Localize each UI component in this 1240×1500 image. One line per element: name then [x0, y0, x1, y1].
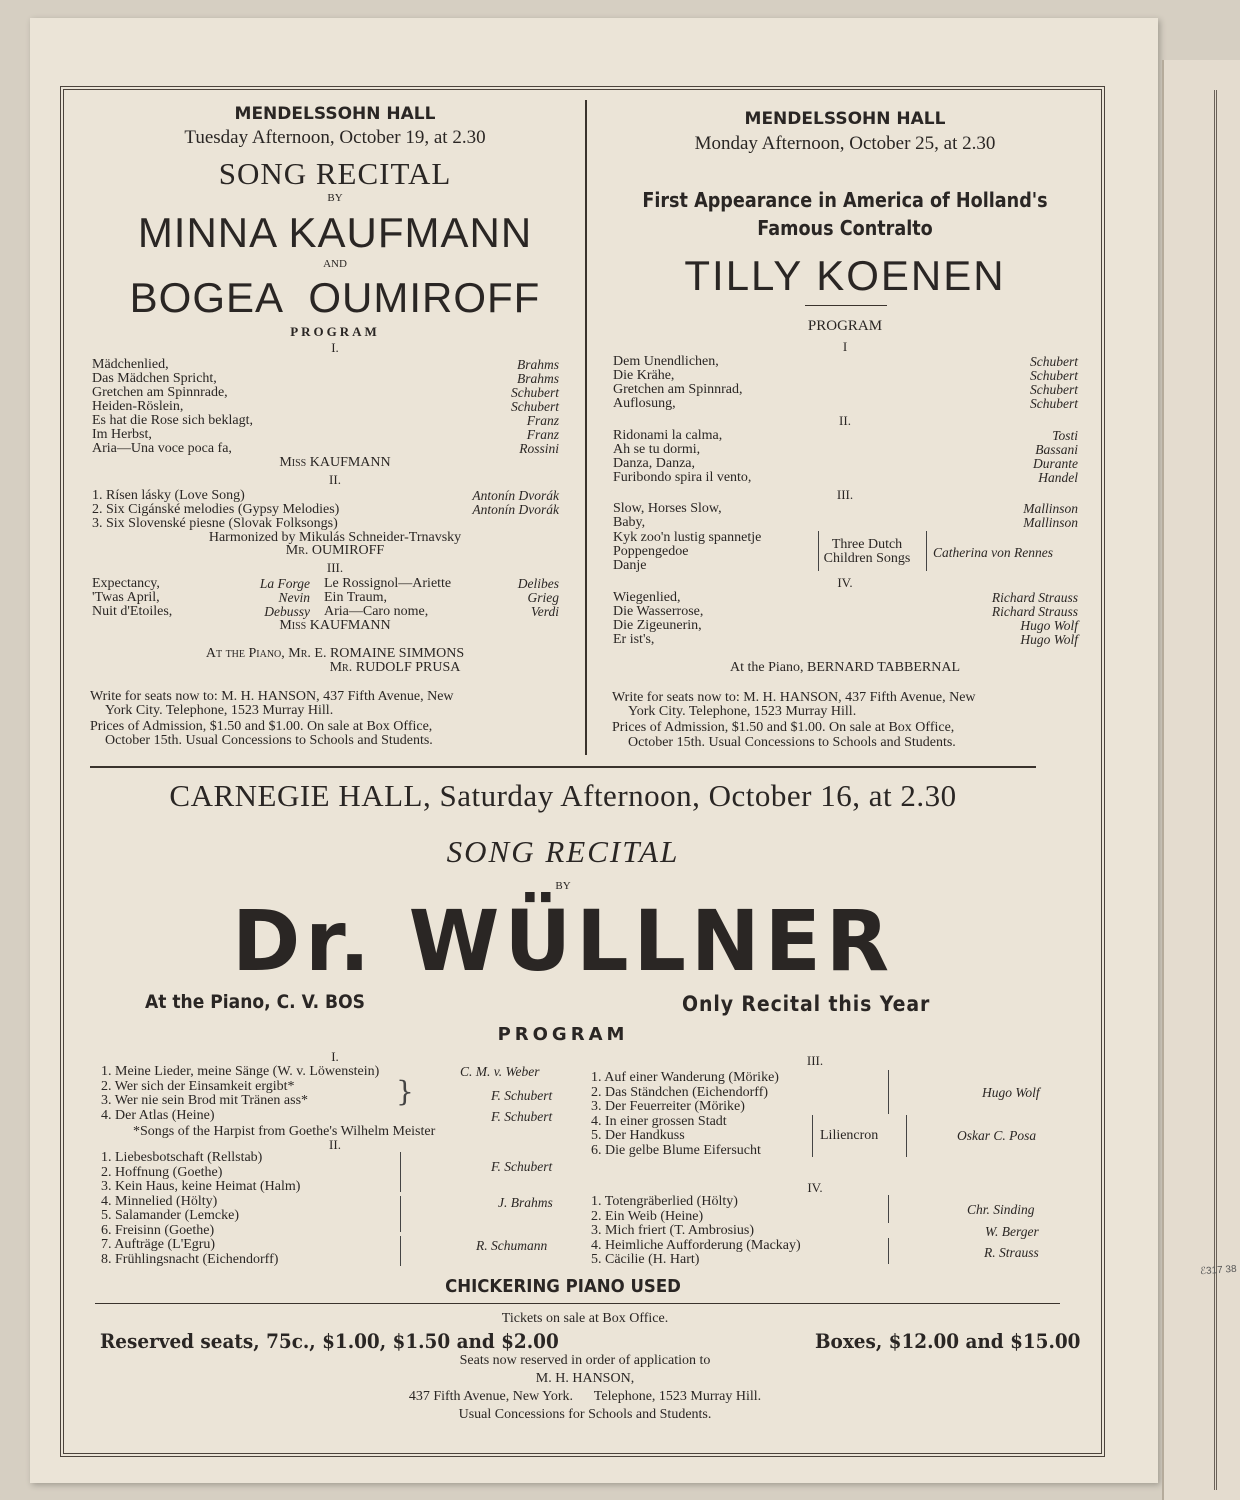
- bottom-item-3: 6. Die gelbe Blume Eifersucht: [591, 1142, 761, 1158]
- bottom-part-2: II.: [329, 1137, 341, 1152]
- left-piano-1: At the Piano, Mr. E. ROMAINE SIMMONS: [205, 646, 465, 661]
- left-item-1-title: Heiden-Röslein,: [92, 399, 184, 414]
- left-harmonized: Harmonized by Mikulás Schneider-Trnavsky: [208, 530, 462, 545]
- bottom-c2-schumann: R. Schumann: [476, 1238, 548, 1253]
- right-part-3: III.: [836, 487, 854, 502]
- bottom-c3-wolf: Hugo Wolf: [982, 1085, 1040, 1100]
- left-item-1-composer: Franz: [526, 413, 559, 428]
- bottom-item-2: 5. Salamander (Lemcke): [101, 1208, 239, 1223]
- right-venue: MENDELSSOHN HALL: [744, 109, 946, 129]
- bottom-address: 437 Fifth Avenue, New York. Telephone, 1523 Murray Hill.: [408, 1389, 762, 1404]
- right-piano: At the Piano, BERNARD TABBERNAL: [729, 660, 960, 675]
- left-item-1-title: Mädchenlied,: [92, 357, 169, 372]
- right-item-4-title: Die Wasserrose,: [613, 604, 704, 619]
- bottom-item-4: 5. Cäcilie (H. Hart): [591, 1252, 700, 1267]
- left-artist2: BOGEA OUMIROFF: [129, 274, 541, 321]
- left-item-3-a: 'Twas April,: [92, 590, 160, 605]
- bottom-program-label: PROGRAM: [497, 1024, 629, 1045]
- bottom-footnote: *Songs of the Harpist from Goethe's Wilhelm Meister: [133, 1124, 436, 1139]
- right-item-2-composer: Tosti: [1052, 428, 1078, 443]
- bottom-c4-berger: W. Berger: [985, 1224, 1039, 1239]
- left-item-3-a-composer: Debussy: [264, 604, 310, 619]
- right-part-4: IV.: [837, 575, 853, 590]
- bottom-by: BY: [555, 880, 571, 892]
- right-item-3-title: Slow, Horses Slow,: [613, 501, 722, 516]
- bottom-part-4: IV.: [807, 1180, 823, 1195]
- left-item-1-composer: Schubert: [511, 385, 559, 400]
- left-venue: MENDELSSOHN HALL: [234, 104, 436, 124]
- bottom-item-4: 3. Mich friert (T. Ambrosius): [591, 1223, 755, 1238]
- bottom-item-2: 6. Freisinn (Goethe): [101, 1222, 215, 1238]
- bottom-item-2: 7. Aufträge (L'Egru): [101, 1237, 216, 1252]
- bottom-c3-liliencron: Liliencron: [820, 1128, 879, 1143]
- bottom-item-1: 2. Wer sich der Einsamkeit ergibt*: [101, 1078, 295, 1094]
- dutch-composer: Catherina von Rennes: [933, 545, 1053, 560]
- bottom-c1-schubert-b: F. Schubert: [491, 1109, 553, 1124]
- bottom-artist: Dr. WÜLLNER: [231, 892, 895, 990]
- left-prices-2: October 15th. Usual Concessions to Schools and Students.: [105, 733, 433, 748]
- section-divider: [90, 766, 1036, 768]
- right-date: Monday Afternoon, October 25, at 2.30: [694, 133, 996, 154]
- right-item-2-title: Ridonami la calma,: [613, 428, 723, 443]
- left-and: AND: [323, 258, 347, 270]
- right-item-3-title: Baby,: [613, 515, 646, 530]
- bottom-chickering: CHICKERING PIANO USED: [445, 1276, 681, 1297]
- right-artist: TILLY KOENEN: [684, 252, 1006, 299]
- right-prices-2: October 15th. Usual Concessions to Schools and Students.: [628, 735, 956, 750]
- right-item-1-title: Auflosung,: [613, 396, 676, 411]
- left-item-1-title: Es hat die Rose sich beklagt,: [92, 413, 253, 428]
- right-item-2-composer: Handel: [1038, 470, 1078, 485]
- left-item-3-b: Ein Traum,: [324, 590, 388, 605]
- bottom-boxes: Boxes, $12.00 and $15.00: [815, 1329, 1081, 1353]
- bottom-c2-schubert: F. Schubert: [491, 1159, 553, 1174]
- bottom-part-1: I.: [331, 1049, 339, 1064]
- left-item-1-title: Gretchen am Spinnrade,: [92, 385, 228, 400]
- bottom-piano: At the Piano, C. V. BOS: [145, 991, 365, 1013]
- bottom-only-recital: Only Recital this Year: [682, 992, 931, 1016]
- left-performer-2: Mr. OUMIROFF: [285, 543, 385, 558]
- right-write-1: Write for seats now to: M. H. HANSON, 437 Fifth Avenue, New: [612, 690, 976, 705]
- left-item-2-title: 2. Six Cigánské melodies (Gypsy Melodies): [92, 502, 340, 517]
- right-item-2-title: Ah se tu dormi,: [613, 442, 701, 457]
- bottom-c4-strauss: R. Strauss: [984, 1245, 1039, 1260]
- left-item-3-b-composer: Delibes: [517, 576, 559, 591]
- left-performer-1: Miss KAUFMANN: [279, 455, 391, 470]
- dutch-song: Danje: [613, 558, 647, 573]
- left-write-2: York City. Telephone, 1523 Murray Hill.: [105, 703, 334, 718]
- right-item-1-composer: Schubert: [1030, 382, 1078, 397]
- left-item-3-a-composer: Nevin: [278, 590, 310, 605]
- left-item-3-a-composer: La Forge: [259, 576, 310, 591]
- left-performer-3: Miss KAUFMANN: [279, 618, 391, 633]
- left-item-1-title: Das Mädchen Spricht,: [92, 371, 217, 386]
- bottom-tickets: Tickets on sale at Box Office.: [501, 1311, 669, 1326]
- bottom-hanson: M. H. HANSON,: [535, 1371, 635, 1386]
- right-item-1-composer: Schubert: [1030, 396, 1078, 411]
- left-item-3-b: Aria—Caro nome,: [324, 604, 429, 619]
- left-item-3-b-composer: Grieg: [527, 590, 559, 605]
- left-item-1-composer: Franz: [526, 427, 559, 442]
- right-item-1-title: Gretchen am Spinnrad,: [613, 382, 743, 397]
- bottom-c1-weber: C. M. v. Weber: [460, 1064, 540, 1079]
- right-headline-2: Famous Contralto: [757, 216, 933, 240]
- right-item-2-title: Furibondo spira il vento,: [613, 470, 752, 485]
- bottom-item-4: 2. Ein Weib (Heine): [591, 1208, 704, 1224]
- left-item-1-composer: Schubert: [511, 399, 559, 414]
- right-item-2-title: Danza, Danza,: [613, 456, 696, 471]
- bottom-item-3: 5. Der Handkuss: [591, 1128, 685, 1143]
- bottom-seats-now: Seats now reserved in order of application to: [459, 1353, 711, 1368]
- left-prices-1: Prices of Admission, $1.50 and $1.00. On sale at Box Office,: [90, 719, 433, 734]
- left-part-2: II.: [329, 472, 341, 487]
- left-item-1-title: Aria—Una voce poca fa,: [92, 441, 232, 456]
- dutch-group-label-1: Three Dutch: [831, 537, 903, 552]
- right-item-4-composer: Hugo Wolf: [1020, 632, 1078, 647]
- bottom-c4-sinding: Chr. Sinding: [967, 1202, 1035, 1217]
- adjacent-page-edge: [1162, 60, 1240, 1500]
- left-part-1: I.: [331, 340, 339, 355]
- dutch-song: Poppengedoe: [613, 544, 689, 559]
- bottom-item-1: 3. Wer nie sein Brod mit Tränen ass*: [101, 1093, 309, 1108]
- left-item-2-composer: Antonín Dvorák: [472, 488, 559, 503]
- bottom-event-title: SONG RECITAL: [446, 834, 680, 869]
- bottom-item-2: 4. Minnelied (Hölty): [101, 1193, 218, 1209]
- left-write-1: Write for seats now to: M. H. HANSON, 437 Fifth Avenue, New: [90, 689, 454, 704]
- bottom-item-3: 1. Auf einer Wanderung (Mörike): [591, 1070, 779, 1085]
- left-item-1-composer: Rossini: [519, 441, 559, 456]
- left-program-label: PROGRAM: [290, 324, 380, 339]
- right-item-4-title: Er ist's,: [613, 632, 655, 647]
- right-part-2: II.: [839, 413, 851, 428]
- left-item-3-b-composer: Verdi: [531, 604, 559, 619]
- right-item-1-title: Dem Unendlichen,: [613, 354, 719, 369]
- left-item-1-composer: Brahms: [516, 371, 559, 386]
- bottom-item-4: 4. Heimliche Aufforderung (Mackay): [591, 1237, 801, 1253]
- right-item-1-title: Die Krähe,: [613, 368, 675, 383]
- left-item-2-composer: Antonín Dvorák: [472, 502, 559, 517]
- right-item-4-composer: Richard Strauss: [991, 590, 1078, 605]
- left-item-2-title: 1. Rísen lásky (Love Song): [92, 488, 245, 503]
- bottom-item-1: 4. Der Atlas (Heine): [101, 1107, 215, 1123]
- left-piano-2: Mr. RUDOLF PRUSA: [329, 660, 461, 675]
- right-item-3-composer: Mallinson: [1023, 501, 1078, 516]
- bottom-item-3: 3. Der Feuerreiter (Mörike): [591, 1099, 745, 1114]
- bottom-item-2: 1. Liebesbotschaft (Rellstab): [101, 1150, 263, 1165]
- left-item-1-title: Im Herbst,: [92, 427, 152, 442]
- column-divider: [585, 100, 587, 755]
- left-event-title: SONG RECITAL: [218, 156, 452, 191]
- bottom-item-3: 2. Das Ständchen (Eichendorff): [591, 1084, 769, 1100]
- bottom-item-2: 2. Hoffnung (Goethe): [101, 1164, 223, 1180]
- right-item-2-composer: Durante: [1033, 456, 1078, 471]
- left-artist1: MINNA KAUFMANN: [137, 209, 533, 256]
- right-write-2: York City. Telephone, 1523 Murray Hill.: [628, 704, 857, 719]
- bottom-c1-schubert-a: F. Schubert: [491, 1088, 553, 1103]
- right-program-label: PROGRAM: [807, 318, 883, 334]
- right-item-1-composer: Schubert: [1030, 368, 1078, 383]
- right-item-2-composer: Bassani: [1035, 442, 1078, 457]
- bottom-part-3: III.: [806, 1053, 824, 1068]
- bottom-c2-brahms: J. Brahms: [498, 1195, 553, 1210]
- left-item-2-title: 3. Six Slovenské piesne (Slovak Folksongs): [92, 516, 338, 531]
- bottom-item-2: 3. Kein Haus, keine Heimat (Halm): [101, 1179, 301, 1194]
- left-part-3: III.: [326, 560, 344, 575]
- left-item-3-a: Expectancy,: [92, 576, 160, 591]
- right-prices-1: Prices of Admission, $1.50 and $1.00. On sale at Box Office,: [612, 720, 955, 735]
- bottom-venue-line: CARNEGIE HALL, Saturday Afternoon, October 16, at 2.30: [169, 778, 957, 813]
- left-by: BY: [327, 192, 343, 204]
- right-item-1-composer: Schubert: [1030, 354, 1078, 369]
- right-item-4-title: Wiegenlied,: [613, 590, 681, 605]
- dutch-group-label-2: Children Songs: [823, 551, 911, 566]
- bottom-item-1: 1. Meine Lieder, meine Sänge (W. v. Löwenstein): [101, 1064, 380, 1079]
- right-item-3-composer: Mallinson: [1023, 515, 1078, 530]
- right-part-1: I: [842, 339, 848, 354]
- left-item-3-a: Nuit d'Etoiles,: [92, 604, 173, 619]
- right-item-4-composer: Hugo Wolf: [1020, 618, 1078, 633]
- bottom-reserved: Reserved seats, 75c., $1.00, $1.50 and $2.00: [100, 1329, 559, 1353]
- margin-note: ℰ317 38: [1199, 1263, 1237, 1278]
- left-item-3-b: Le Rossignol—Ariette: [324, 576, 452, 591]
- left-item-1-composer: Brahms: [516, 357, 559, 372]
- dutch-song: Kyk zoo'n lustig spannetje: [613, 530, 762, 545]
- right-item-4-title: Die Zigeunerin,: [613, 618, 702, 633]
- right-headline-1: First Appearance in America of Holland's: [642, 188, 1048, 212]
- bottom-item-4: 1. Totengräberlied (Hölty): [591, 1194, 738, 1209]
- bottom-item-3: 4. In einer grossen Stadt: [591, 1113, 727, 1129]
- right-item-4-composer: Richard Strauss: [991, 604, 1078, 619]
- bottom-c3-posa: Oskar C. Posa: [957, 1128, 1037, 1143]
- bottom-item-2: 8. Frühlingsnacht (Eichendorff): [101, 1251, 279, 1267]
- left-date: Tuesday Afternoon, October 19, at 2.30: [184, 127, 486, 148]
- bottom-concessions: Usual Concessions for Schools and Students.: [458, 1407, 712, 1422]
